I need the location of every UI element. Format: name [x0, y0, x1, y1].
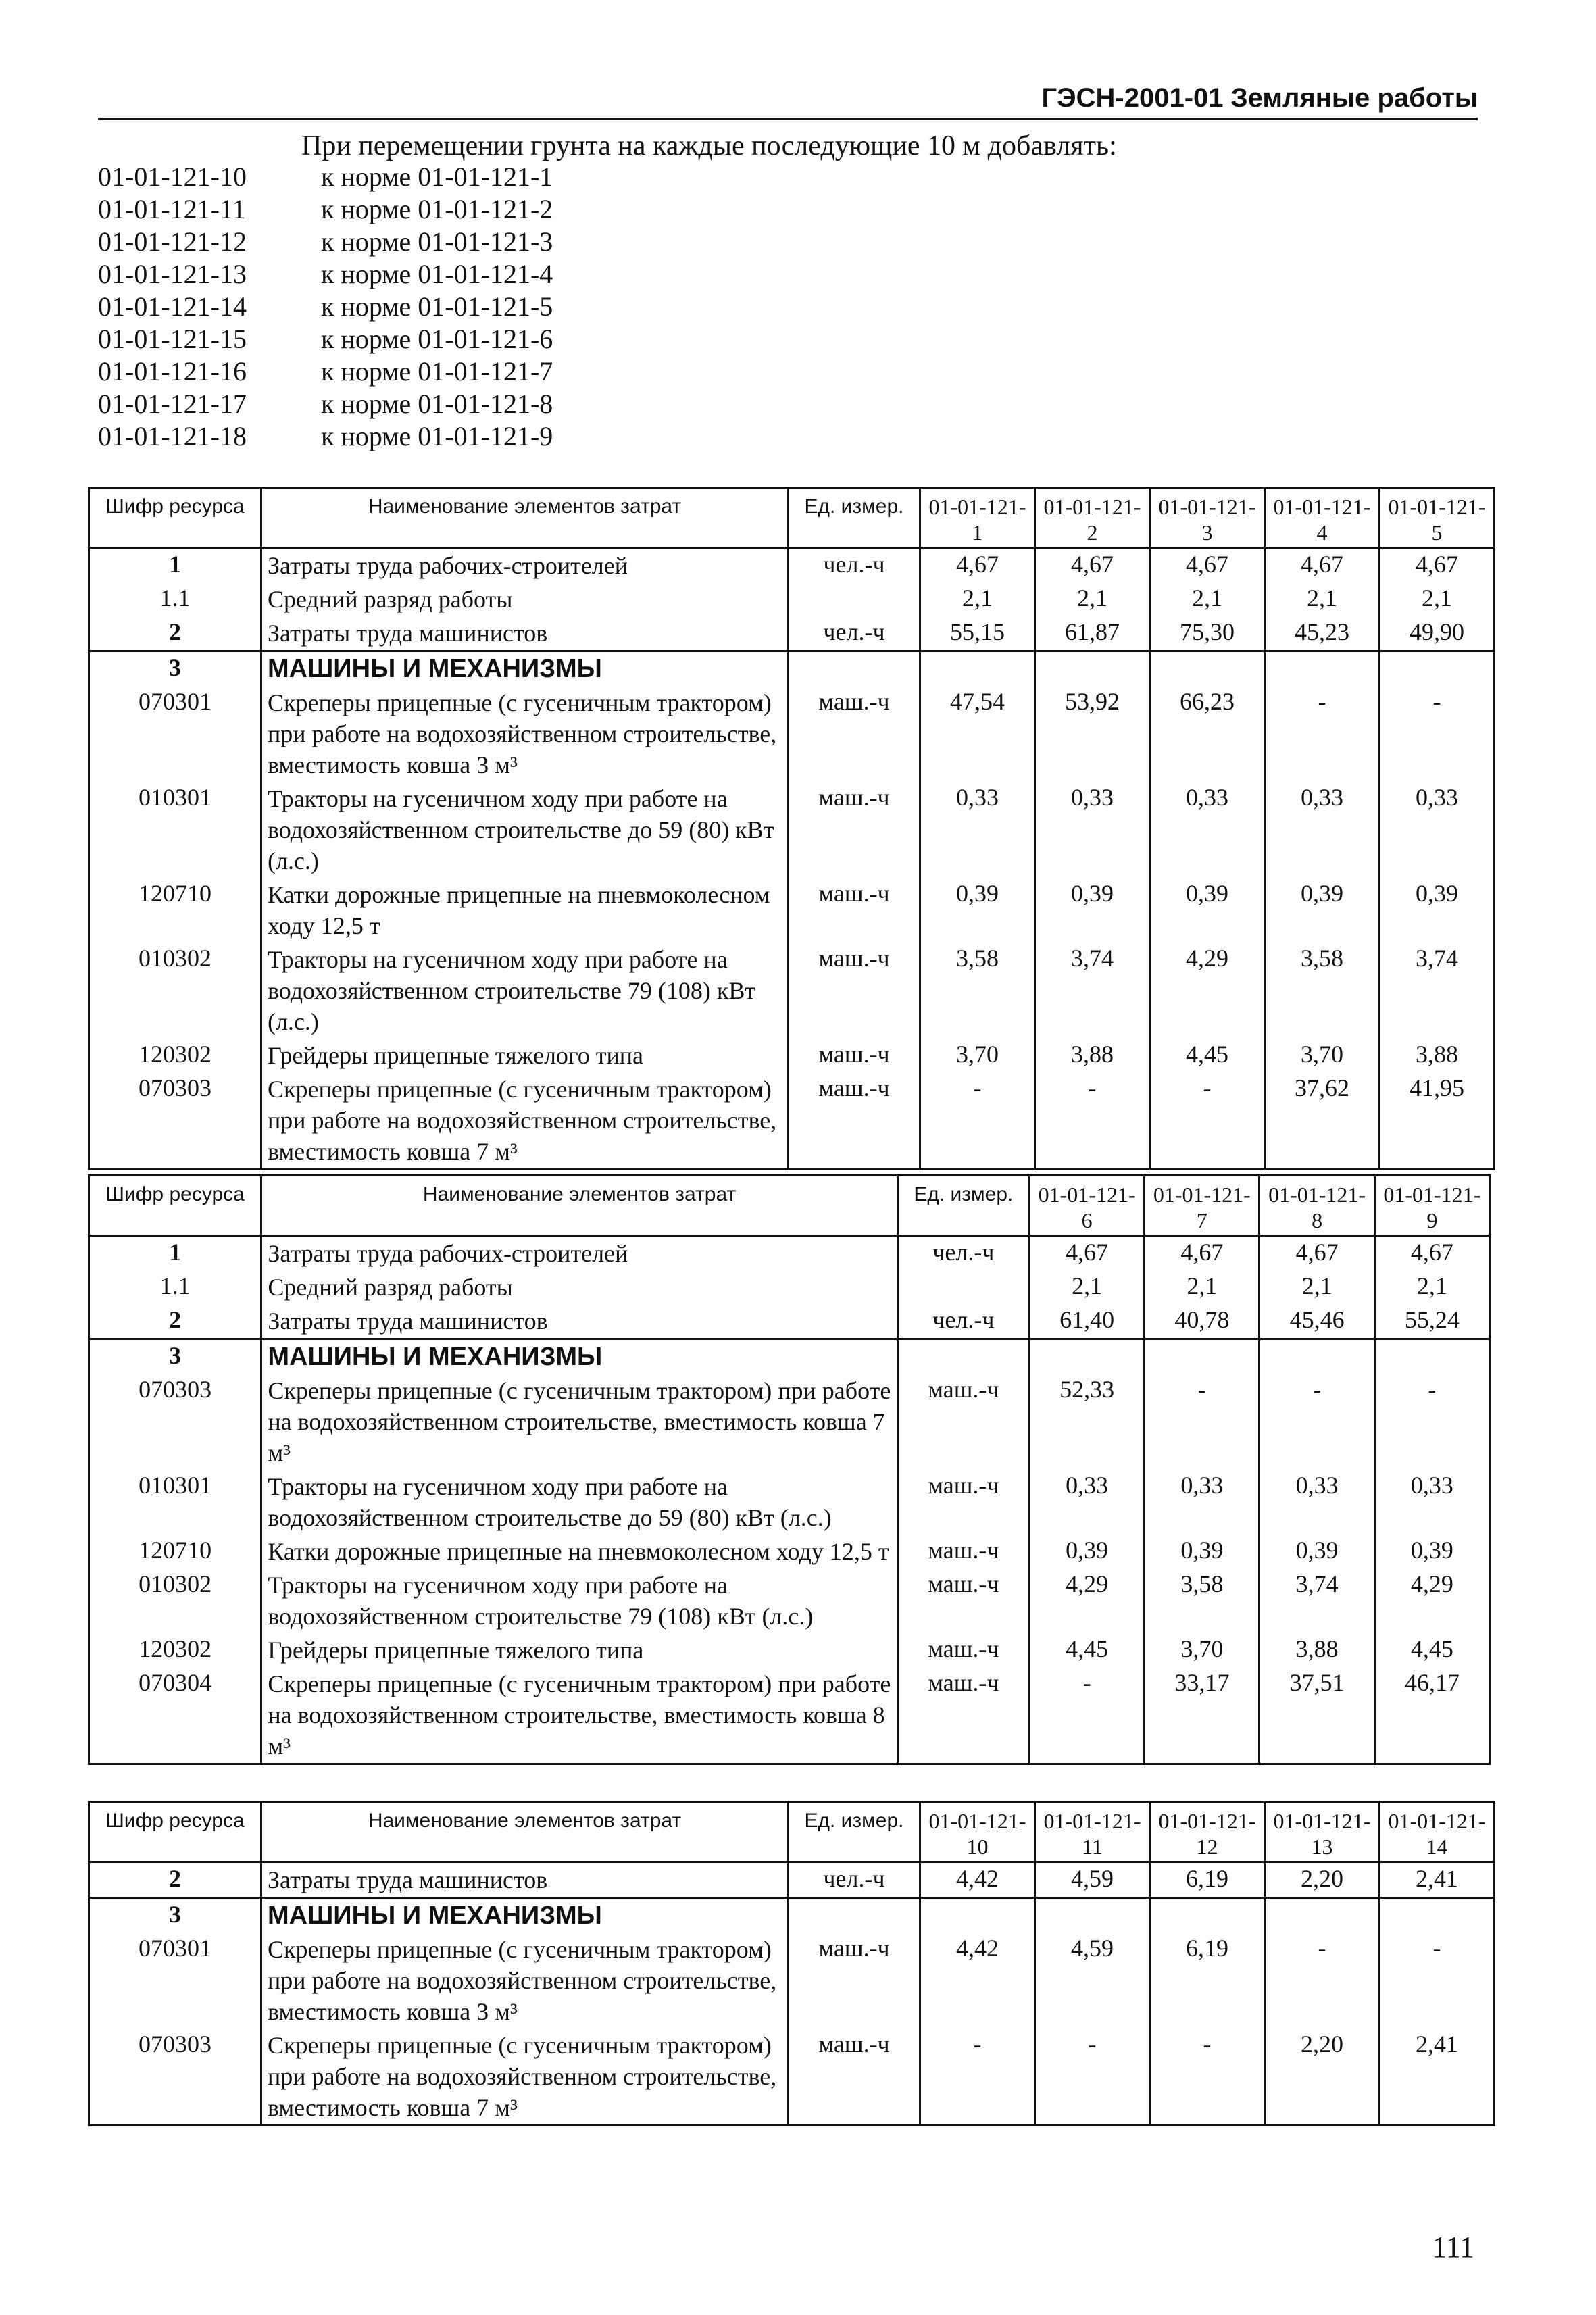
addition-code: 01-01-121-17 — [98, 389, 247, 419]
norm-value: 41,95 — [1380, 1072, 1495, 1170]
norm-value: 4,67 — [1150, 548, 1265, 583]
norm-value: 0,39 — [1030, 1535, 1145, 1568]
norm-value: 4,42 — [920, 1862, 1035, 1898]
table-row — [89, 1039, 1495, 1072]
resource-code: 2 — [89, 1304, 261, 1339]
norm-value: - — [1260, 1374, 1374, 1470]
header-norm-code: 01-01-121-10 — [920, 1802, 1035, 1862]
norm-value: 0,33 — [1030, 1470, 1145, 1535]
unit: маш.-ч — [897, 1374, 1029, 1470]
table-row — [89, 1898, 1495, 1933]
norm-value: 4,67 — [1035, 548, 1150, 583]
unit: маш.-ч — [897, 1470, 1029, 1535]
norm-value: 3,74 — [1035, 943, 1150, 1039]
resource-code: 1.1 — [89, 1270, 261, 1304]
norm-value: 40,78 — [1145, 1304, 1260, 1339]
cost-name: Средний разряд работы — [261, 582, 789, 616]
cost-name: Катки дорожные прицепные на пневмоколесном ходу 12,5 т — [261, 878, 789, 943]
norm-value: 37,51 — [1260, 1667, 1374, 1764]
unit — [897, 1270, 1029, 1304]
norm-value: - — [1380, 686, 1495, 782]
table-row — [89, 1568, 1490, 1633]
table-row — [89, 1339, 1490, 1374]
norm-value — [920, 651, 1035, 687]
table-row — [89, 1667, 1490, 1764]
norm-value: - — [920, 1072, 1035, 1170]
norm-value: 66,23 — [1150, 686, 1265, 782]
unit — [897, 1339, 1029, 1374]
norm-value: 3,70 — [920, 1039, 1035, 1072]
norm-value: 0,33 — [1265, 782, 1380, 878]
cost-name: МАШИНЫ И МЕХАНИЗМЫ — [261, 1898, 789, 1933]
norm-value: 47,54 — [920, 686, 1035, 782]
addition-code: 01-01-121-12 — [98, 226, 247, 257]
addition-text: к норме 01-01-121-9 — [321, 421, 553, 451]
norm-value: 6,19 — [1150, 1862, 1265, 1898]
table-row — [89, 651, 1495, 687]
addition-code: 01-01-121-10 — [98, 161, 247, 192]
table-header-row — [89, 1176, 1490, 1236]
addition-text: к норме 01-01-121-3 — [321, 226, 553, 257]
resource-code: 070304 — [89, 1667, 261, 1764]
addition-item — [98, 323, 553, 355]
cost-name: Средний разряд работы — [261, 1270, 897, 1304]
addition-code: 01-01-121-11 — [98, 194, 246, 224]
norm-value: 2,1 — [1374, 1270, 1489, 1304]
norm-value: 0,39 — [1150, 878, 1265, 943]
resource-code: 070303 — [89, 1072, 261, 1170]
norm-value — [1260, 1339, 1374, 1374]
addition-item — [98, 161, 553, 193]
norm-value: 37,62 — [1265, 1072, 1380, 1170]
cost-name: Затраты труда машинистов — [261, 616, 789, 651]
unit — [789, 651, 920, 687]
page-number: 111 — [1432, 2231, 1474, 2264]
header-resource-code: Шифр ресурса — [89, 1176, 261, 1236]
header-cost-name: Наименование элементов затрат — [261, 1176, 897, 1236]
header-norm-code: 01-01-121-13 — [1265, 1802, 1380, 1862]
resource-code: 010302 — [89, 943, 261, 1039]
norm-value: 2,41 — [1380, 2028, 1495, 2126]
norm-value — [1150, 651, 1265, 687]
norm-value: 3,70 — [1265, 1039, 1380, 1072]
header-resource-code: Шифр ресурса — [89, 1802, 261, 1862]
cost-name: Затраты труда рабочих-строителей — [261, 1236, 897, 1271]
addition-item — [98, 258, 553, 291]
header-norm-code: 01-01-121-1 — [920, 488, 1035, 548]
header-title: ГЭСН-2001-01 Земляные работы — [1041, 83, 1478, 113]
header-norm-code: 01-01-121-8 — [1260, 1176, 1374, 1236]
resource-code: 120302 — [89, 1633, 261, 1667]
norm-value: 33,17 — [1145, 1667, 1260, 1764]
norm-value: 61,87 — [1035, 616, 1150, 651]
header-cost-name: Наименование элементов затрат — [261, 1802, 789, 1862]
norm-value: 49,90 — [1380, 616, 1495, 651]
resource-code: 1.1 — [89, 582, 261, 616]
norm-value: - — [1150, 2028, 1265, 2126]
norm-value: 53,92 — [1035, 686, 1150, 782]
norm-value — [1374, 1339, 1489, 1374]
norm-value: 0,39 — [920, 878, 1035, 943]
norm-value: 45,23 — [1265, 616, 1380, 651]
cost-name: МАШИНЫ И МЕХАНИЗМЫ — [261, 1339, 897, 1374]
norm-value — [1380, 651, 1495, 687]
norm-value: 52,33 — [1030, 1374, 1145, 1470]
addition-code: 01-01-121-14 — [98, 291, 247, 322]
norm-value — [1265, 651, 1380, 687]
cost-name: Скреперы прицепные (с гусеничным трактором) при работе на водохозяйственном строительстве, вместимость ковша 3 м³ — [261, 1933, 789, 2028]
table-row — [89, 548, 1495, 583]
norm-value: 4,45 — [1150, 1039, 1265, 1072]
cost-name: Скреперы прицепные (с гусеничным трактором) при работе на водохозяйственном строительстве, вместимость ковша 3 м³ — [261, 686, 789, 782]
addition-code: 01-01-121-16 — [98, 356, 247, 387]
resource-code: 1 — [89, 548, 261, 583]
header-norm-code: 01-01-121-12 — [1150, 1802, 1265, 1862]
norm-value: 0,33 — [920, 782, 1035, 878]
resource-code: 3 — [89, 1898, 261, 1933]
table-header-row — [89, 1802, 1495, 1862]
table-row — [89, 1270, 1490, 1304]
unit: маш.-ч — [897, 1568, 1029, 1633]
table-row — [89, 1374, 1490, 1470]
norm-value: 4,29 — [1150, 943, 1265, 1039]
header-norm-code: 01-01-121-9 — [1374, 1176, 1489, 1236]
cost-name: Грейдеры прицепные тяжелого типа — [261, 1039, 789, 1072]
norm-table-1 — [88, 487, 1495, 1170]
norm-value: 2,1 — [1035, 582, 1150, 616]
resource-code: 2 — [89, 1862, 261, 1898]
cost-name: МАШИНЫ И МЕХАНИЗМЫ — [261, 651, 789, 687]
cost-name: Тракторы на гусеничном ходу при работе на водохозяйственном строительстве до 59 (80) кВт (л.с.) — [261, 1470, 897, 1535]
intro-text: При перемещении грунта на каждые последующие 10 м добавлять: — [301, 130, 1117, 161]
norm-value: 3,58 — [920, 943, 1035, 1039]
table-row — [89, 616, 1495, 651]
norm-value: 6,19 — [1150, 1933, 1265, 2028]
table-row — [89, 1535, 1490, 1568]
addition-item — [98, 193, 553, 226]
norm-value: 75,30 — [1150, 616, 1265, 651]
norm-value: 0,33 — [1145, 1470, 1260, 1535]
resource-code: 010301 — [89, 1470, 261, 1535]
header-unit: Ед. измер. — [789, 488, 920, 548]
norm-value: 3,74 — [1380, 943, 1495, 1039]
resource-code: 070301 — [89, 1933, 261, 2028]
header-norm-code: 01-01-121-2 — [1035, 488, 1150, 548]
resource-code: 3 — [89, 651, 261, 687]
norm-value: - — [1380, 1933, 1495, 2028]
resource-code: 120710 — [89, 878, 261, 943]
norm-value: 2,1 — [920, 582, 1035, 616]
addition-item — [98, 226, 553, 258]
resource-code: 1 — [89, 1236, 261, 1271]
norm-value — [1380, 1898, 1495, 1933]
norm-value: - — [1374, 1374, 1489, 1470]
norm-value: 3,74 — [1260, 1568, 1374, 1633]
norm-value: 4,59 — [1035, 1933, 1150, 2028]
unit: чел.-ч — [789, 1862, 920, 1898]
norm-value: - — [1145, 1374, 1260, 1470]
norm-value: 4,29 — [1374, 1568, 1489, 1633]
resource-code: 120710 — [89, 1535, 261, 1568]
cost-name: Скреперы прицепные (с гусеничным трактором) при работе на водохозяйственном строительстве, вместимость ковша 7 м³ — [261, 1374, 897, 1470]
addition-item — [98, 291, 553, 323]
norm-value — [1035, 1898, 1150, 1933]
unit — [789, 582, 920, 616]
norm-value: 2,1 — [1265, 582, 1380, 616]
cost-name: Затраты труда машинистов — [261, 1862, 789, 1898]
table-row — [89, 686, 1495, 782]
table-row — [89, 943, 1495, 1039]
norm-value: 0,39 — [1380, 878, 1495, 943]
table-row — [89, 1072, 1495, 1170]
unit: маш.-ч — [897, 1633, 1029, 1667]
norm-value: 0,33 — [1150, 782, 1265, 878]
norm-value: 0,33 — [1374, 1470, 1489, 1535]
cost-name: Скреперы прицепные (с гусеничным трактором) при работе на водохозяйственном строительстве, вместимость ковша 8 м³ — [261, 1667, 897, 1764]
norm-value: - — [1265, 686, 1380, 782]
norm-value: 0,39 — [1145, 1535, 1260, 1568]
table-row — [89, 878, 1495, 943]
unit: маш.-ч — [789, 878, 920, 943]
norm-value: 46,17 — [1374, 1667, 1489, 1764]
norm-value: 2,41 — [1380, 1862, 1495, 1898]
norm-value: 4,59 — [1035, 1862, 1150, 1898]
unit: чел.-ч — [897, 1236, 1029, 1271]
norm-value: 2,20 — [1265, 2028, 1380, 2126]
norm-value — [1145, 1339, 1260, 1374]
norm-value: 4,67 — [1265, 548, 1380, 583]
resource-code: 070303 — [89, 2028, 261, 2126]
resource-code: 010302 — [89, 1568, 261, 1633]
addition-code: 01-01-121-18 — [98, 421, 247, 451]
norm-value: 3,58 — [1265, 943, 1380, 1039]
header-unit: Ед. измер. — [789, 1802, 920, 1862]
addition-item — [98, 420, 553, 453]
norm-value: 2,1 — [1260, 1270, 1374, 1304]
unit: чел.-ч — [789, 616, 920, 651]
norm-value: - — [1035, 2028, 1150, 2126]
norm-value: 4,67 — [1145, 1236, 1260, 1271]
cost-name: Затраты труда рабочих-строителей — [261, 548, 789, 583]
addition-text: к норме 01-01-121-6 — [321, 324, 553, 354]
norm-value: 3,88 — [1260, 1633, 1374, 1667]
unit: маш.-ч — [897, 1667, 1029, 1764]
norm-value: 61,40 — [1030, 1304, 1145, 1339]
norm-value: 2,1 — [1380, 582, 1495, 616]
unit: чел.-ч — [789, 548, 920, 583]
addition-text: к норме 01-01-121-7 — [321, 356, 553, 387]
norm-value: 3,70 — [1145, 1633, 1260, 1667]
addition-code: 01-01-121-13 — [98, 259, 247, 289]
norm-value: 4,67 — [1374, 1236, 1489, 1271]
norm-value: 4,42 — [920, 1933, 1035, 2028]
header-norm-code: 01-01-121-7 — [1145, 1176, 1260, 1236]
unit: маш.-ч — [789, 782, 920, 878]
table-row — [89, 1633, 1490, 1667]
norm-value: 0,39 — [1035, 878, 1150, 943]
page-header — [98, 74, 1478, 120]
norm-value: - — [1030, 1667, 1145, 1764]
norm-value: 4,45 — [1374, 1633, 1489, 1667]
unit: маш.-ч — [789, 686, 920, 782]
norm-value — [1150, 1898, 1265, 1933]
unit: маш.-ч — [789, 1933, 920, 2028]
norm-value: 4,67 — [920, 548, 1035, 583]
norm-value: 0,39 — [1374, 1535, 1489, 1568]
cost-name: Тракторы на гусеничном ходу при работе на водохозяйственном строительстве 79 (108) кВт (л.с.) — [261, 943, 789, 1039]
norm-value: 45,46 — [1260, 1304, 1374, 1339]
header-cost-name: Наименование элементов затрат — [261, 488, 789, 548]
resource-code: 010301 — [89, 782, 261, 878]
header-norm-code: 01-01-121-14 — [1380, 1802, 1495, 1862]
norm-value: 4,29 — [1030, 1568, 1145, 1633]
norm-value — [1030, 1339, 1145, 1374]
table-row — [89, 1862, 1495, 1898]
unit: маш.-ч — [789, 1072, 920, 1170]
norm-value: 3,88 — [1380, 1039, 1495, 1072]
additions-list — [98, 161, 553, 453]
unit: маш.-ч — [789, 2028, 920, 2126]
addition-text: к норме 01-01-121-2 — [321, 194, 553, 224]
norm-value: 0,39 — [1260, 1535, 1374, 1568]
cost-name: Грейдеры прицепные тяжелого типа — [261, 1633, 897, 1667]
header-norm-code: 01-01-121-5 — [1380, 488, 1495, 548]
norm-value: 0,39 — [1265, 878, 1380, 943]
norm-value: 3,88 — [1035, 1039, 1150, 1072]
norm-value: - — [1265, 1933, 1380, 2028]
norm-value: 4,67 — [1260, 1236, 1374, 1271]
unit: чел.-ч — [897, 1304, 1029, 1339]
table-row — [89, 582, 1495, 616]
norm-value: 4,67 — [1030, 1236, 1145, 1271]
cost-name: Катки дорожные прицепные на пневмоколесном ходу 12,5 т — [261, 1535, 897, 1568]
addition-item — [98, 355, 553, 388]
norm-table-2 — [88, 1174, 1491, 1765]
table-row — [89, 782, 1495, 878]
cost-name: Скреперы прицепные (с гусеничным трактором) при работе на водохозяйственном строительстве, вместимость ковша 7 м³ — [261, 1072, 789, 1170]
norm-value — [1035, 651, 1150, 687]
cost-name: Тракторы на гусеничном ходу при работе на водохозяйственном строительстве 79 (108) кВт (л.с.) — [261, 1568, 897, 1633]
addition-item — [98, 388, 553, 420]
norm-value — [1265, 1898, 1380, 1933]
cost-name: Скреперы прицепные (с гусеничным трактором) при работе на водохозяйственном строительстве, вместимость ковша 7 м³ — [261, 2028, 789, 2126]
norm-value: 2,1 — [1150, 582, 1265, 616]
norm-value: 0,33 — [1380, 782, 1495, 878]
norm-value: 2,1 — [1030, 1270, 1145, 1304]
header-norm-code: 01-01-121-6 — [1030, 1176, 1145, 1236]
header-unit: Ед. измер. — [897, 1176, 1029, 1236]
addition-text: к норме 01-01-121-4 — [321, 259, 553, 289]
resource-code: 070303 — [89, 1374, 261, 1470]
table-row — [89, 1933, 1495, 2028]
norm-value: 3,58 — [1145, 1568, 1260, 1633]
addition-text: к норме 01-01-121-1 — [321, 161, 553, 192]
table-row — [89, 2028, 1495, 2126]
table-row — [89, 1470, 1490, 1535]
resource-code: 3 — [89, 1339, 261, 1374]
resource-code: 2 — [89, 616, 261, 651]
norm-value: 55,24 — [1374, 1304, 1489, 1339]
cost-name: Тракторы на гусеничном ходу при работе на водохозяйственном строительстве до 59 (80) кВт (л.с.) — [261, 782, 789, 878]
resource-code: 070301 — [89, 686, 261, 782]
cost-name: Затраты труда машинистов — [261, 1304, 897, 1339]
norm-value: 55,15 — [920, 616, 1035, 651]
unit: маш.-ч — [789, 1039, 920, 1072]
norm-value: 2,20 — [1265, 1862, 1380, 1898]
addition-text: к норме 01-01-121-8 — [321, 389, 553, 419]
norm-value: 4,45 — [1030, 1633, 1145, 1667]
norm-value: - — [1150, 1072, 1265, 1170]
unit: маш.-ч — [789, 943, 920, 1039]
header-norm-code: 01-01-121-3 — [1150, 488, 1265, 548]
table-header-row — [89, 488, 1495, 548]
norm-value: 0,33 — [1035, 782, 1150, 878]
norm-value: - — [1035, 1072, 1150, 1170]
addition-text: к норме 01-01-121-5 — [321, 291, 553, 322]
norm-value: 4,67 — [1380, 548, 1495, 583]
unit — [789, 1898, 920, 1933]
norm-value — [920, 1898, 1035, 1933]
resource-code: 120302 — [89, 1039, 261, 1072]
norm-table-3 — [88, 1801, 1495, 2126]
addition-code: 01-01-121-15 — [98, 324, 247, 354]
norm-value: 2,1 — [1145, 1270, 1260, 1304]
table-row — [89, 1236, 1490, 1271]
norm-value: 0,33 — [1260, 1470, 1374, 1535]
header-norm-code: 01-01-121-11 — [1035, 1802, 1150, 1862]
norm-value: - — [920, 2028, 1035, 2126]
unit: маш.-ч — [897, 1535, 1029, 1568]
table-row — [89, 1304, 1490, 1339]
header-norm-code: 01-01-121-4 — [1265, 488, 1380, 548]
header-resource-code: Шифр ресурса — [89, 488, 261, 548]
